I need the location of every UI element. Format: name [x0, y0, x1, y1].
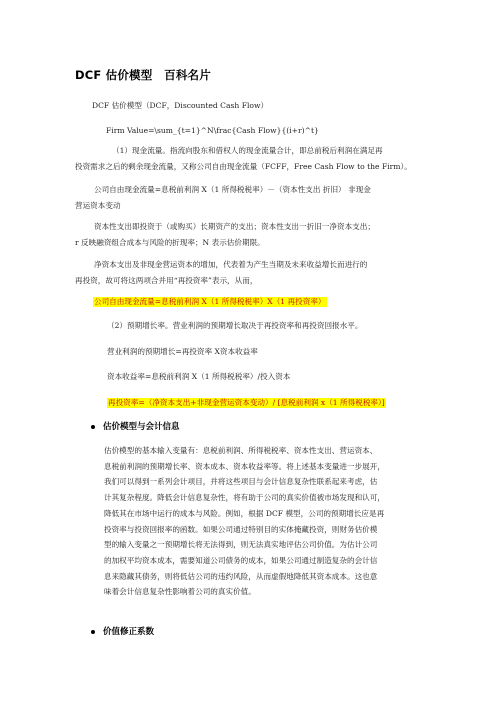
paragraph-line: 资本性支出即投资于（或购买）长期资产的支出；资本性支出一折旧一净资本支出；	[94, 222, 375, 231]
formula-line: Firm Value=\sum_{t=1}^N\frac{Cash Flow}{(i+r)^t}	[106, 126, 319, 135]
paragraph-line: 公司自由现金流量=息税前利润 X（1 所得税税率）－（资本性支出 折旧） 非现金	[94, 185, 371, 194]
bullet-icon	[91, 630, 95, 634]
paragraph-growth-rate: （2）预期增长率。营业利润的预期增长取决于再投资率和再投资回报水平。	[107, 321, 363, 330]
formula-growth: 营业利润的预期增长=再投资率 X资本收益率	[107, 347, 258, 356]
section-heading-valuation-accounting: 估价模型与会计信息	[103, 422, 180, 432]
paragraph-line: 味着会计信息复杂性影响着公司的真实价值。	[104, 587, 256, 597]
paragraph-valuation-accounting	[104, 443, 385, 600]
paragraph-cash-flow	[75, 143, 412, 174]
paragraph-line: 投资率与投资回报率的函数。如果公司通过特别目的实体掩藏投资，则财务估价模	[104, 524, 378, 534]
section-heading-value-correction: 价值修正系数	[103, 627, 155, 637]
paragraph-line: 再投资，故可将这两项合并用“再投资率”表示，从而，	[75, 275, 258, 285]
paragraph-line: 息税前利润的预期增长率、资本成本、资本收益率等。将上述基本变量进一步展开，	[104, 461, 385, 471]
paragraph-line: 息来隐藏其债务，则将低估公司的违约风险，从而虚假地降低其资本成本。这也意	[104, 571, 378, 581]
bullet-icon	[91, 425, 95, 429]
paragraph-line: 净资本支出及非现金营运资本的增加，代表着为产生当期及未来收益增长而进行的	[94, 260, 368, 269]
paragraph-capex	[75, 219, 375, 250]
intro-line: DCF 估价模型（DCF，Discounted Cash Flow）	[92, 101, 269, 110]
paragraph-line: 计其复杂程度。降低会计信息复杂性，将有助于公司的真实价值被市场发现和认可，	[104, 493, 385, 503]
paragraph-line: r 反映融资组合成本与风险的折现率；N 表示估价期限。	[75, 237, 265, 247]
highlight-reinvestment-rate: 再投资率=（净资本支出+非现金营运资本变动）/ [息税前利润 x（1 所得税税率）]	[108, 398, 385, 407]
paragraph-line: 估价模型的基本输入变量有：息税前利润、所得税税率、资本性支出、营运资本、	[104, 446, 378, 455]
paragraph-line: （1）现金流量。指流向股东和借权人的现金流量合计，即总前税后利润在满足再	[112, 146, 383, 155]
paragraph-line: 型的输入变量之一预期增长将无法得到，则无法真实地评估公司价值。为估计公司	[104, 540, 378, 550]
page-title: DCF 估价模型 百科名片	[75, 68, 211, 82]
paragraph-line: 的加权平均资本成本，需要知道公司债务的成本，如果公司通过制造复杂的会计信	[104, 555, 378, 565]
paragraph-fcff-formula	[75, 182, 371, 213]
paragraph-line: 投资需求之后的剩余现金流量，又称公司自由现金流量（FCFF，Free Cash Flow to the Firm）。	[75, 161, 412, 171]
paragraph-line: 降低其在市场中运行的成本与风险。例如，根据 DCF 模型，公司的预期增长应是再	[104, 508, 385, 518]
highlight-fcff: 公司自由现金流量=息税前利润 X（1 所得税税率）X（1 再投资率）	[94, 297, 326, 306]
paragraph-reinvestment	[75, 257, 367, 288]
formula-return-on-capital: 资本收益率=息税前利润 X（1 所得税税率）/投入资本	[107, 372, 291, 381]
paragraph-line: 我们可以得到一系列会计项目，并将这些项目与会计信息复杂性联系起来考虑，估	[104, 477, 378, 487]
paragraph-line: 营运资本变动	[75, 200, 121, 210]
